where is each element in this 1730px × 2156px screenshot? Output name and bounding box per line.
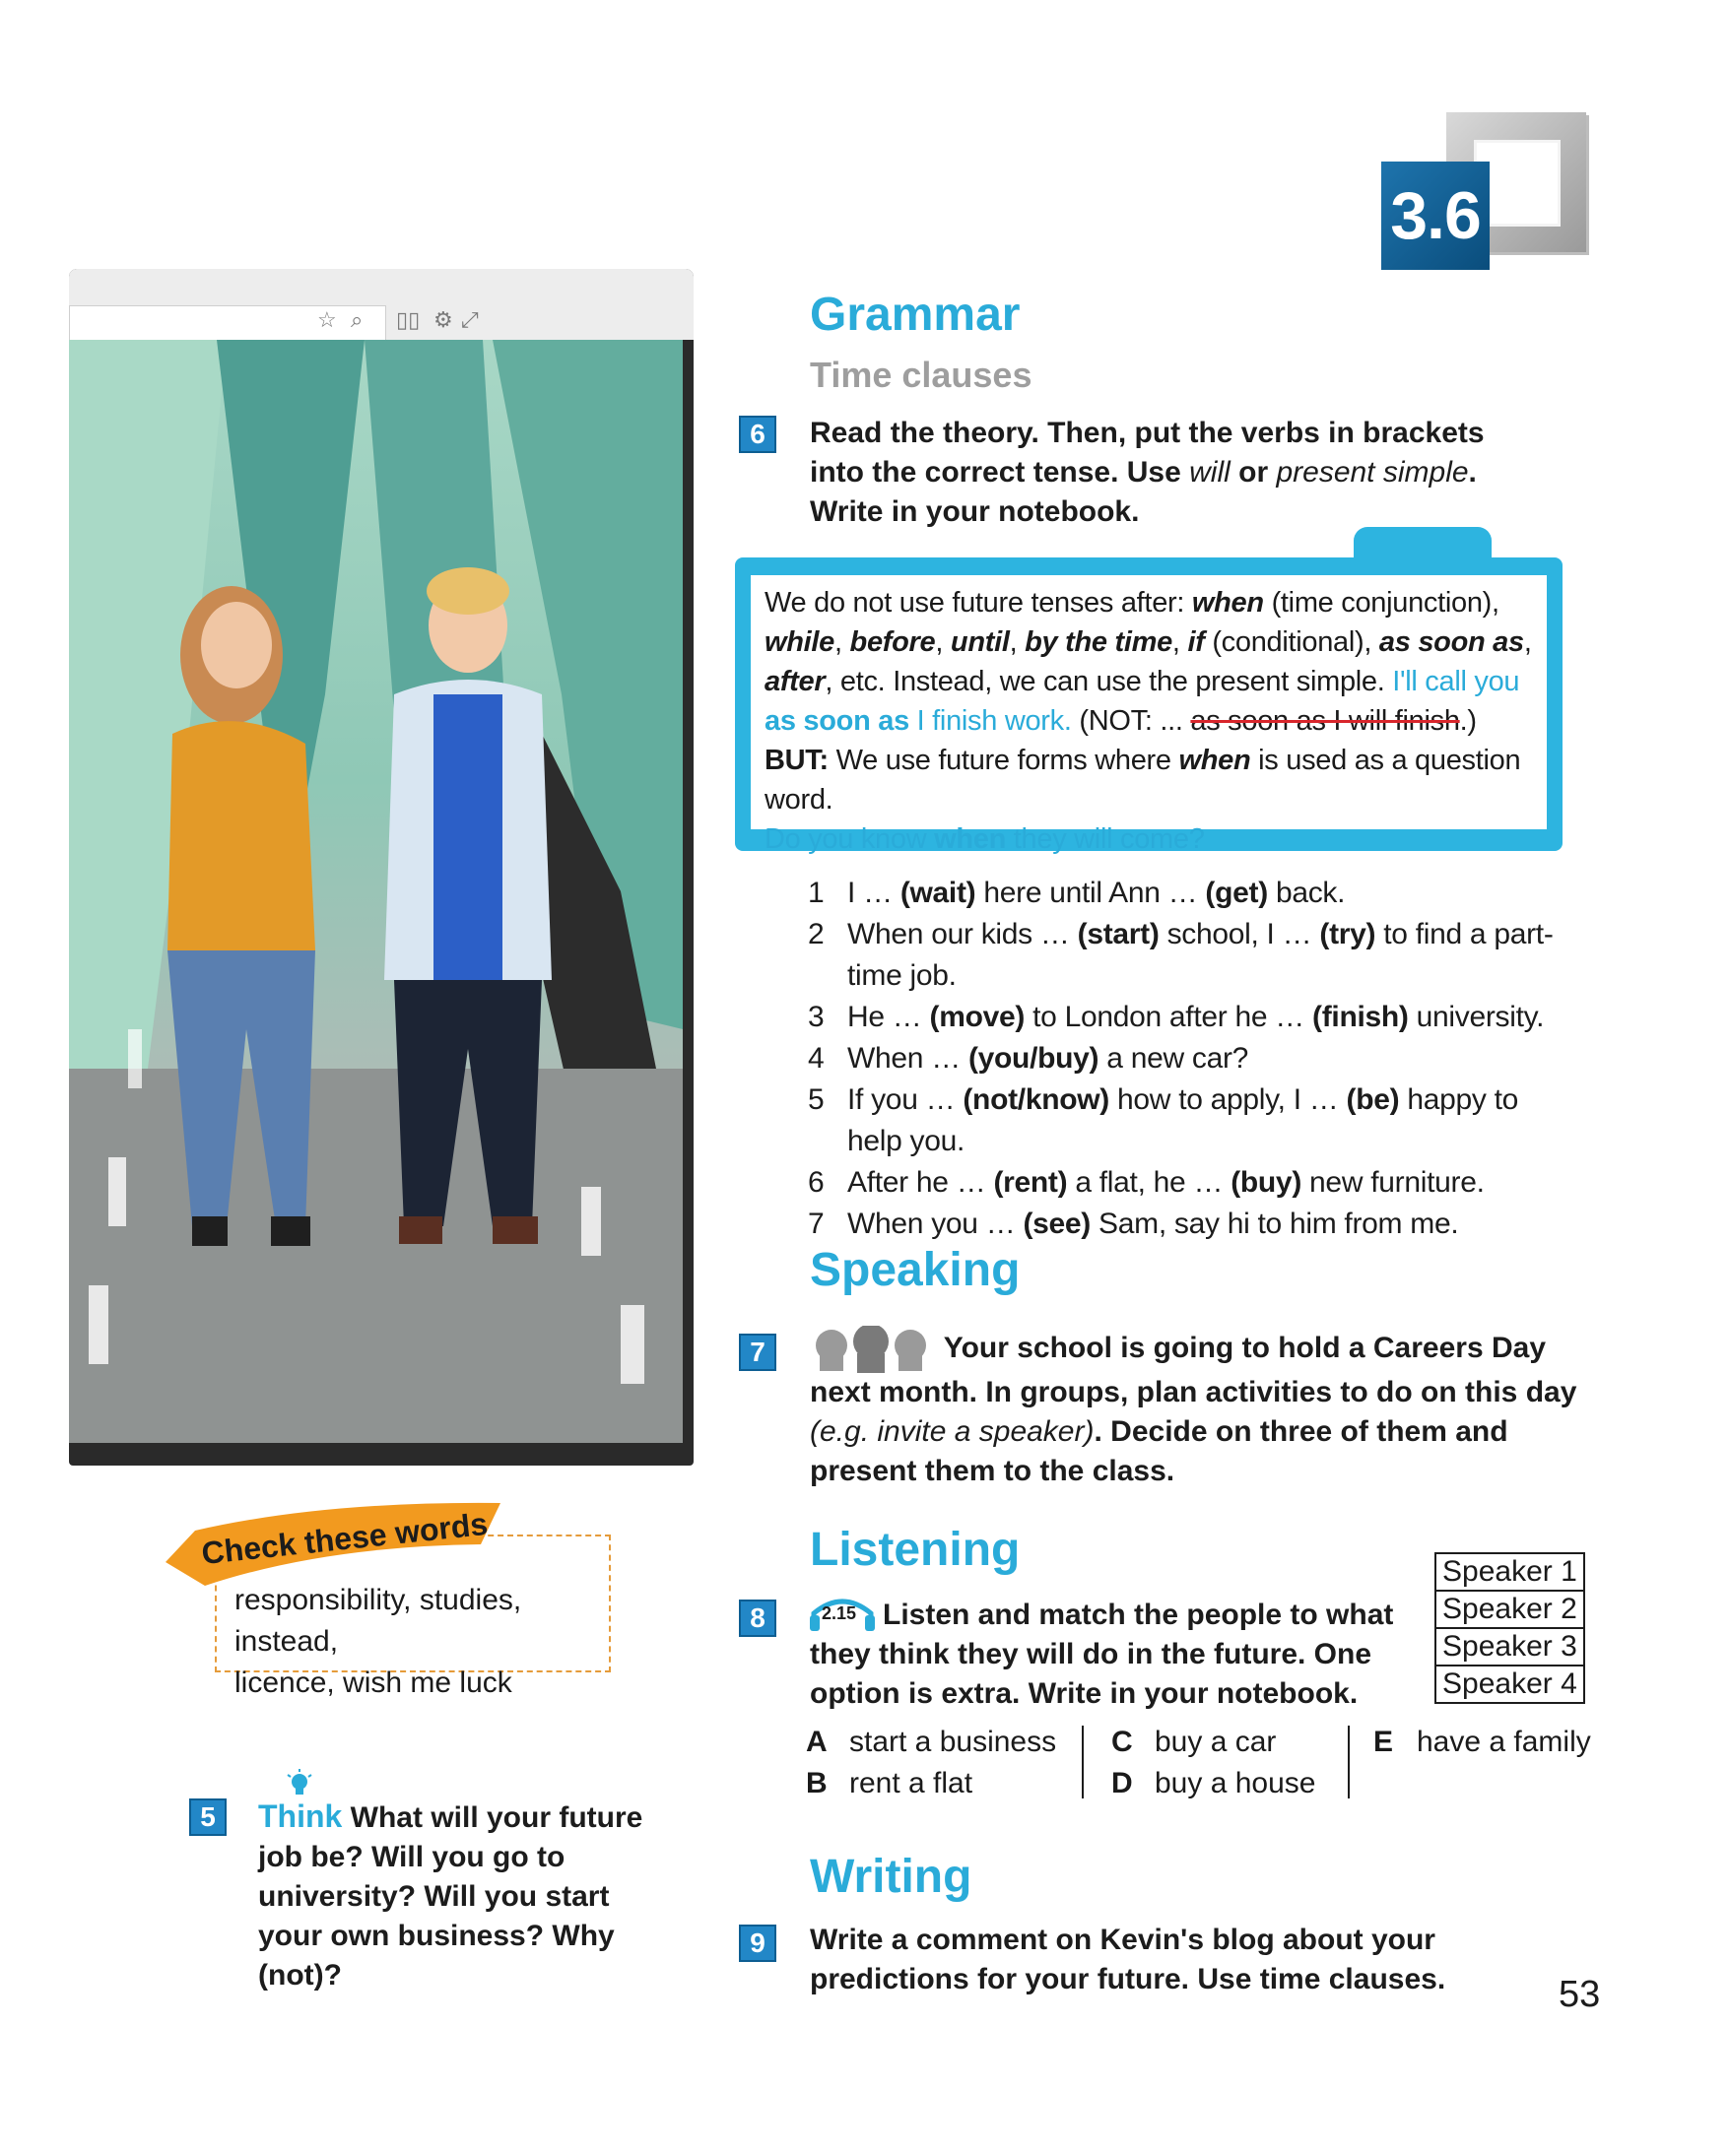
grammar-exercise-list xyxy=(808,873,1576,1245)
list-item: 2 When our kids … (start) school, I … (try) to find a part-time job. xyxy=(808,918,1554,992)
grammar-instruction: Read the theory. Then, put the verbs in brackets into the correct tense. Use will or present simple. Write in your notebook. xyxy=(810,417,1485,528)
listening-instruction: Listen and match the people to what they think they will do in the future. One option is extra. Write in your notebook. xyxy=(810,1599,1394,1710)
theory-text: We do not use future tenses after: when (time conjunction), while, before, until, by the time, if (conditional), as soon as, after, etc. Instead, we can use the present simple. I'll call you as soon as I finish work. (NOT: ... as soon as I will finish.) BUT: We use future forms where when is used as a question word. Do you know when they will come? xyxy=(751,575,1547,829)
check-words-label: Check these words xyxy=(199,1505,490,1572)
writing-instruction: Write a comment on Kevin's blog about your predictions for your future. Use time clauses. xyxy=(810,1924,1446,1995)
option-c: C buy a car xyxy=(1111,1726,1277,1758)
speaking-heading: Speaking xyxy=(810,1244,1021,1296)
list-item: 5 If you … (not/know) how to apply, I … (be) happy to help you. xyxy=(808,1083,1519,1157)
address-field[interactable] xyxy=(69,305,386,341)
option-d: D buy a house xyxy=(1111,1767,1316,1799)
speaker-cell: Speaker 1 xyxy=(1435,1553,1584,1591)
speaker-cell: Speaker 2 xyxy=(1435,1591,1584,1628)
check-words-line: licence, wish me luck xyxy=(234,1666,512,1699)
group-work-icon xyxy=(810,1326,936,1373)
photo-two-students-walking xyxy=(69,340,683,1443)
option-a: A start a business xyxy=(806,1726,1057,1758)
list-item: 1 I … (wait) here until Ann … (get) back. xyxy=(808,877,1346,909)
listening-heading: Listening xyxy=(810,1524,1021,1576)
list-item: 6 After he … (rent) a flat, he … (buy) new furniture. xyxy=(808,1166,1485,1199)
option-e: E have a family xyxy=(1373,1726,1591,1758)
speaker-cell: Speaker 3 xyxy=(1435,1628,1584,1666)
search-icon[interactable]: ⌕ xyxy=(351,307,364,332)
star-icon[interactable]: ☆ xyxy=(317,307,337,332)
expand-icon[interactable]: ⤢ xyxy=(461,307,479,332)
speaker-cell: Speaker 4 xyxy=(1435,1666,1584,1703)
lightbulb-icon xyxy=(286,1769,313,1798)
page-number: 53 xyxy=(1559,1974,1601,2015)
task-number-7: 7 xyxy=(739,1334,776,1371)
check-words-ribbon xyxy=(166,1501,500,1586)
divider xyxy=(1348,1726,1350,1798)
option-b: B rent a flat xyxy=(806,1767,973,1799)
grammar-heading: Grammar xyxy=(810,289,1021,341)
task-number-5: 5 xyxy=(189,1798,227,1836)
list-item: 4 When … (you/buy) a new car? xyxy=(808,1042,1249,1075)
task-number-6: 6 xyxy=(739,416,776,453)
speakers-table xyxy=(1434,1552,1585,1704)
think-question: Think What will your future job be? Will you go to university? Will you start your own business? Why (not)? xyxy=(258,1798,643,1992)
task-number-8: 8 xyxy=(739,1600,776,1637)
lesson-number: 3.6 xyxy=(1381,162,1490,270)
speaking-instruction: Your school is going to hold a Careers Day next month. In groups, plan activities to do on this day (e.g. invite a speaker). Decide on three of them and present them to the class. xyxy=(810,1326,1578,1491)
list-item: 7 When you … (see) Sam, say hi to him from me. xyxy=(808,1208,1459,1240)
list-item: 3 He … (move) to London after he … (finish) university. xyxy=(808,1001,1545,1033)
audio-track-number: 2.15 xyxy=(822,1603,857,1623)
book-icon[interactable]: ▯▯ xyxy=(396,307,421,332)
task-number-9: 9 xyxy=(739,1925,776,1962)
grammar-subtitle: Time clauses xyxy=(810,355,1032,395)
writing-heading: Writing xyxy=(810,1851,972,1903)
check-words-line: responsibility, studies, instead, xyxy=(234,1584,522,1658)
gear-icon[interactable]: ⚙ xyxy=(433,307,453,332)
divider xyxy=(1082,1726,1084,1798)
